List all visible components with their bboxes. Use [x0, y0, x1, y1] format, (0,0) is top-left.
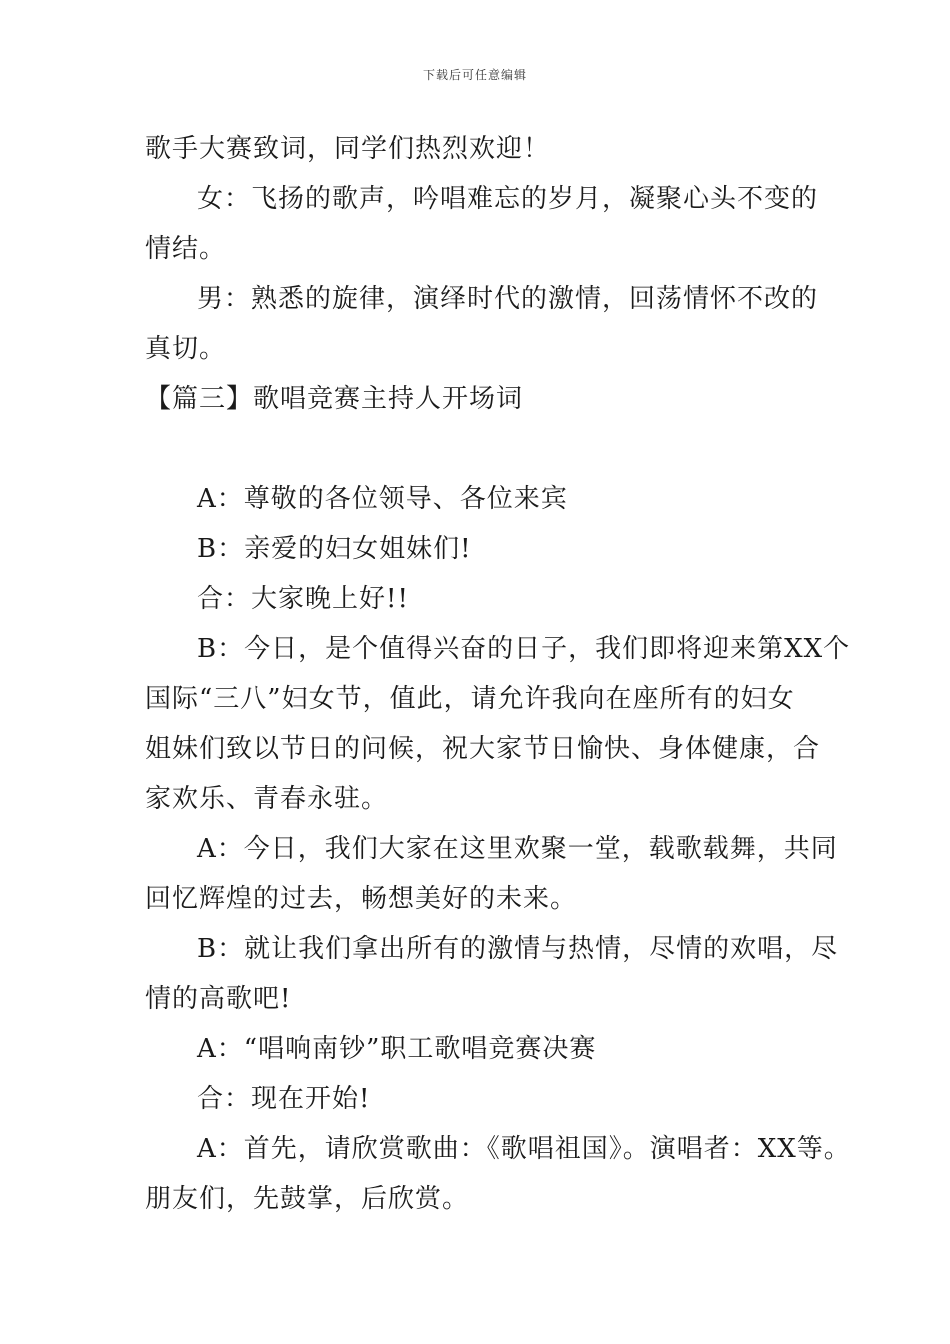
document-body	[145, 124, 851, 1224]
text-line: 女：飞扬的歌声，吟唱难忘的岁月，凝聚心头不变的	[197, 184, 819, 214]
text-line: 男：熟悉的旋律，演绎时代的激情，回荡情怀不改的	[197, 284, 819, 314]
page-header-note: 下载后可任意编辑	[422, 68, 527, 82]
text-line: B：亲爱的妇女姐妹们!	[197, 534, 472, 564]
text-line: A：尊敬的各位领导、各位来宾	[197, 484, 568, 514]
text-line: 姐妹们致以节日的问候，祝大家节日愉快、身体健康，合	[145, 734, 821, 764]
text-line: 回忆辉煌的过去，畅想美好的未来。	[145, 884, 578, 914]
text-line: 合：现在开始!	[197, 1084, 371, 1114]
text-line: 家欢乐、青春永驻。	[145, 784, 389, 814]
text-line: 歌手大赛致词，同学们热烈欢迎！	[145, 134, 551, 164]
text-line: B：就让我们拿出所有的激情与热情，尽情的欢唱，尽	[197, 934, 839, 964]
text-line: A：今日，我们大家在这里欢聚一堂，载歌载舞，共同	[197, 834, 838, 864]
text-line: 情结。	[145, 234, 227, 264]
text-line: A：首先，请欣赏歌曲：《歌唱祖国》。演唱者：XX等。	[197, 1134, 851, 1164]
text-line: B：今日，是个值得兴奋的日子，我们即将迎来第XX个	[197, 634, 851, 664]
blank-line	[145, 424, 815, 474]
text-line: 真切。	[145, 334, 227, 364]
text-line: 朋友们，先鼓掌，后欣赏。	[145, 1184, 470, 1214]
section-heading: 【篇三】歌唱竞赛主持人开场词	[145, 384, 524, 414]
text-line: 国际“三八”妇女节，值此，请允许我向在座所有的妇女	[145, 684, 795, 714]
text-line: 情的高歌吧!	[145, 984, 292, 1014]
text-line: 合：大家晚上好!!	[197, 584, 409, 614]
text-line: A：“唱响南钞”职工歌唱竞赛决赛	[197, 1034, 597, 1064]
